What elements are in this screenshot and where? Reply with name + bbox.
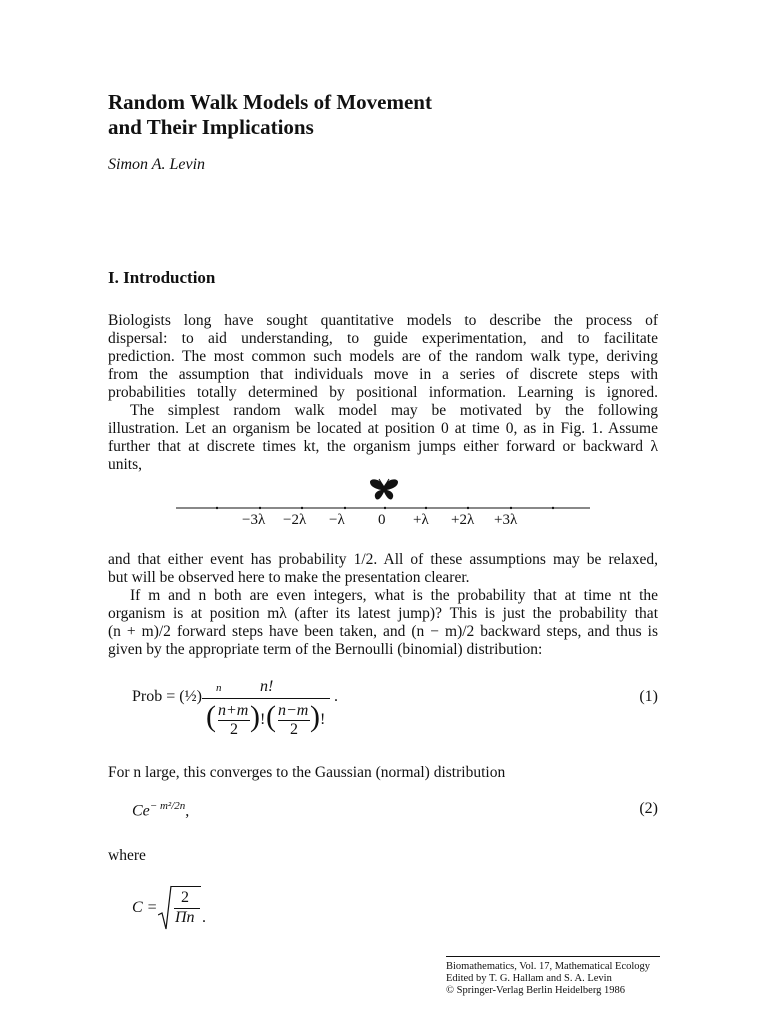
- text-line: illustration. Let an organism be located at position 0 at time 0, as in Fig. 1. Assume: [108, 420, 658, 437]
- publication-footer: [446, 956, 660, 997]
- equation-3: [132, 885, 232, 933]
- sqrt-bar: [171, 886, 201, 887]
- author-name: Simon A. Levin: [108, 156, 206, 173]
- text-line: organism is at position mλ (after its latest jump)? This is just the probability that: [108, 605, 658, 622]
- text-line: prediction. The most common such models are of the random walk type, deriving: [108, 348, 658, 365]
- eq1-bang: !: [260, 711, 266, 728]
- paragraph-1: [108, 312, 658, 474]
- paren: ): [310, 700, 320, 733]
- eq3-num: 2: [181, 889, 189, 906]
- text-line: The simplest random walk model may be motivated by the following: [130, 402, 658, 419]
- text-line: Biologists long have sought quantitative models to describe the process of: [108, 312, 658, 329]
- paper-title: [108, 90, 432, 140]
- paren: ): [250, 700, 260, 733]
- eq2-comma: ,: [185, 802, 190, 820]
- eq1-den-left-bottom: 2: [230, 721, 238, 738]
- tick-label: −2λ: [283, 512, 307, 528]
- text-line: (n + m)/2 forward steps have been taken, and (n − m)/2 backward steps, and thus is: [108, 623, 658, 640]
- paren: (: [266, 700, 276, 733]
- equation-1-number: (1): [639, 688, 658, 705]
- tick-label: −λ: [329, 512, 345, 528]
- eq1-lhs: Prob = (½): [132, 688, 202, 705]
- paren: (: [206, 700, 216, 733]
- eq1-bang: !: [320, 711, 326, 728]
- tick-label: +3λ: [494, 512, 518, 528]
- tick-label: +λ: [413, 512, 429, 528]
- footer-line: Biomathematics, Vol. 17, Mathematical Ecology: [446, 961, 651, 972]
- text-line: but will be observed here to make the presentation clearer.: [108, 569, 470, 586]
- equation-1: [132, 678, 372, 762]
- tick-label: +2λ: [451, 512, 475, 528]
- text-line: given by the appropriate term of the Bernoulli (binomial) distribution:: [108, 641, 543, 658]
- eq2-base: Ce: [132, 802, 150, 820]
- eq1-den-left-top: n+m: [218, 702, 249, 719]
- eq3-lhs: C =: [132, 899, 158, 916]
- eq1-fraction-bar: [202, 698, 330, 699]
- text-line: If m and n both are even integers, what is the probability that at time nt the: [130, 587, 658, 604]
- eq1-numerator: n!: [260, 678, 274, 695]
- footer-line: Edited by T. G. Hallam and S. A. Levin: [446, 973, 612, 984]
- text-line: from the assumption that individuals move in a series of discrete steps with: [108, 366, 658, 383]
- eq3-period: .: [202, 909, 206, 926]
- where-text: where: [108, 847, 146, 864]
- text-line: dispersal: to aid understanding, to guide experimentation, and to facilitate: [108, 330, 658, 347]
- equation-2: [132, 800, 189, 820]
- tick-label: 0: [378, 512, 386, 528]
- section-heading: I. Introduction: [108, 268, 216, 287]
- butterfly-icon: [368, 478, 400, 502]
- footer-line: © Springer-Verlag Berlin Heidelberg 1986: [446, 985, 626, 996]
- tick-label: −3λ: [242, 512, 266, 528]
- text-line: and that either event has probability 1/2. All of these assumptions may be relaxed,: [108, 551, 658, 568]
- eq1-den-right-top: n−m: [278, 702, 309, 719]
- text-line: probabilities totally determined by positional information. Learning is ignored.: [108, 384, 658, 401]
- paragraph-2: [108, 551, 658, 659]
- title-line-1: Random Walk Models of Movement: [108, 90, 432, 114]
- title-line-2: and Their Implications: [108, 115, 314, 139]
- text-line: further that at discrete times kt, the organism jumps either forward or backward λ: [108, 438, 658, 455]
- paragraph-3: For n large, this converges to the Gaussian (normal) distribution: [108, 764, 506, 781]
- eq1-den-right-bottom: 2: [290, 721, 298, 738]
- text-line: units,: [108, 456, 143, 473]
- eq1-exponent: n: [216, 682, 222, 694]
- eq3-den: Πn: [175, 909, 195, 926]
- eq2-exponent: − m²/2n: [149, 800, 186, 812]
- equation-2-number: (2): [639, 800, 658, 817]
- sqrt-sign: [158, 885, 172, 931]
- eq1-period: .: [334, 688, 338, 705]
